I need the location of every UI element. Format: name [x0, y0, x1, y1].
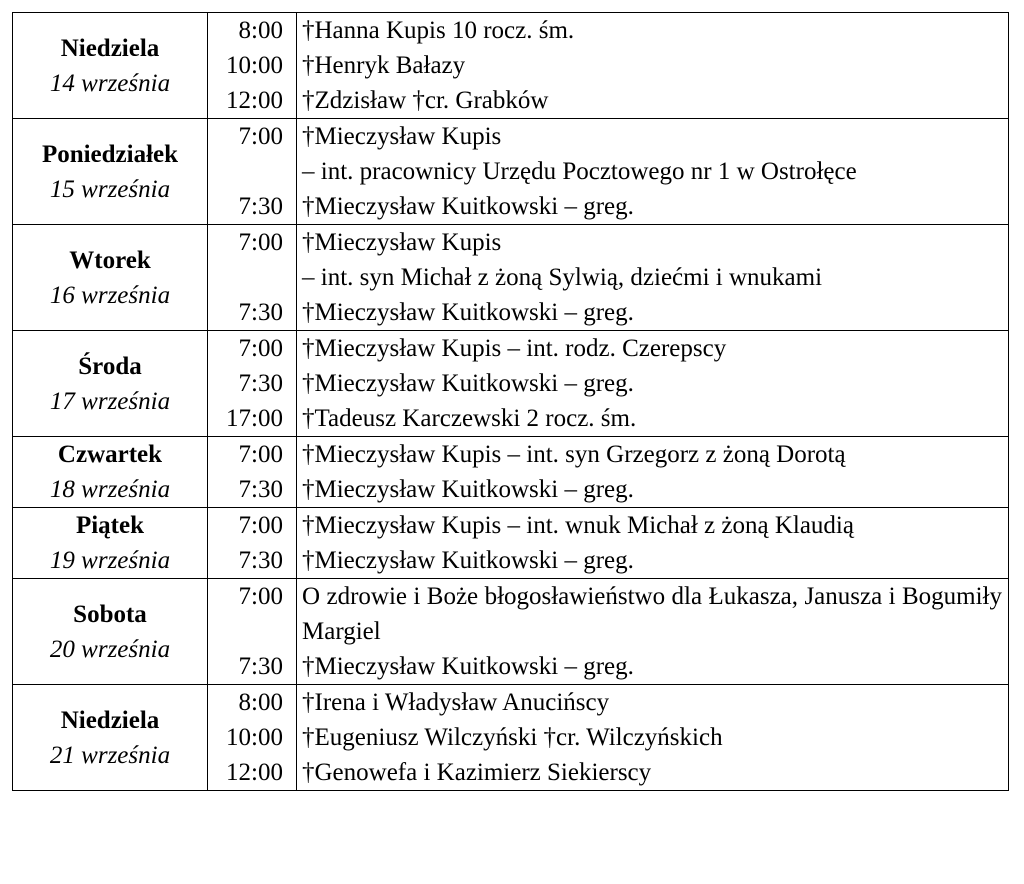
intention-text: †Henryk Bałazy — [302, 52, 466, 79]
mass-time: 7:00 — [238, 512, 283, 539]
mass-time: 7:00 — [238, 583, 283, 610]
mass-time: 7:00 — [238, 229, 283, 256]
day-cell — [13, 13, 208, 119]
mass-time-spacer — [208, 614, 283, 649]
day-date: 21 września — [49, 741, 171, 769]
day-name: Piątek — [75, 512, 145, 539]
day-date: 15 września — [49, 175, 171, 203]
mass-time: 8:00 — [238, 689, 283, 716]
day-row — [13, 579, 1009, 685]
day-date: 19 września — [49, 547, 171, 574]
intentions-cell — [297, 119, 1009, 225]
mass-time: 10:00 — [226, 724, 283, 751]
times-cell — [208, 13, 297, 119]
mass-time: 7:00 — [238, 441, 283, 468]
mass-time: 12:00 — [226, 759, 283, 786]
day-name: Niedziela — [60, 706, 160, 734]
mass-time: 7:30 — [238, 476, 283, 503]
day-row — [13, 13, 1009, 119]
day-cell — [13, 508, 208, 579]
intentions-cell — [297, 579, 1009, 685]
intention-text: †Hanna Kupis 10 rocz. śm. — [302, 17, 575, 44]
intention-text: †Eugeniusz Wilczyński †cr. Wilczyńskich — [302, 724, 723, 751]
intention-text: – int. syn Michał z żoną Sylwią, dziećmi i wnukami — [302, 264, 823, 291]
day-cell — [13, 225, 208, 331]
day-date: 14 września — [49, 69, 171, 97]
day-row — [13, 225, 1009, 331]
mass-intentions-table — [12, 12, 1009, 791]
day-date: 17 września — [49, 387, 171, 415]
intentions-cell — [297, 685, 1009, 791]
intention-text: †Tadeusz Karczewski 2 rocz. śm. — [302, 405, 637, 432]
intention-text: †Mieczysław Kuitkowski – greg. — [302, 476, 634, 503]
mass-time: 7:30 — [238, 299, 283, 326]
intention-text: †Mieczysław Kuitkowski – greg. — [302, 653, 634, 680]
intentions-cell — [297, 437, 1009, 508]
day-date: 20 września — [49, 635, 171, 663]
day-row — [13, 119, 1009, 225]
intention-text: †Mieczysław Kuitkowski – greg. — [302, 547, 634, 574]
day-name: Czwartek — [57, 441, 163, 468]
intention-text: †Mieczysław Kupis – int. syn Grzegorz z żoną Dorotą — [302, 441, 846, 468]
times-cell — [208, 225, 297, 331]
intention-text: †Mieczysław Kuitkowski – greg. — [302, 370, 634, 397]
times-cell — [208, 685, 297, 791]
day-date: 16 września — [49, 281, 171, 309]
day-cell — [13, 437, 208, 508]
intention-text: †Mieczysław Kuitkowski – greg. — [302, 193, 634, 220]
day-name: Środa — [78, 352, 142, 380]
day-cell — [13, 119, 208, 225]
intentions-cell — [297, 13, 1009, 119]
day-date: 18 września — [49, 476, 171, 503]
day-name: Poniedziałek — [41, 140, 179, 168]
day-row — [13, 508, 1009, 579]
mass-time-spacer — [208, 154, 283, 189]
day-row — [13, 331, 1009, 437]
intention-text: O zdrowie i Boże błogosławieństwo dla Łukasza, Janusza i Bogumiły Margiel — [302, 583, 1002, 645]
intention-text: †Mieczysław Kupis — [302, 229, 502, 256]
day-cell — [13, 685, 208, 791]
mass-time: 7:30 — [238, 193, 283, 220]
intentions-cell — [297, 508, 1009, 579]
mass-time: 10:00 — [226, 52, 283, 79]
day-name: Wtorek — [69, 246, 151, 274]
times-cell — [208, 437, 297, 508]
intention-text: †Zdzisław †cr. Grabków — [302, 87, 549, 114]
mass-time: 7:30 — [238, 547, 283, 574]
intention-text: – int. pracownicy Urzędu Pocztowego nr 1 w Ostrołęce — [302, 158, 857, 185]
intention-text: †Irena i Władysław Anucińscy — [302, 689, 610, 716]
day-cell — [13, 331, 208, 437]
mass-time: 7:00 — [238, 123, 283, 150]
times-cell — [208, 508, 297, 579]
intentions-cell — [297, 225, 1009, 331]
mass-time: 12:00 — [226, 87, 283, 114]
times-cell — [208, 579, 297, 685]
times-cell — [208, 119, 297, 225]
mass-time: 8:00 — [238, 17, 283, 44]
intention-text: †Mieczysław Kupis – int. wnuk Michał z żoną Klaudią — [302, 512, 854, 539]
mass-time: 17:00 — [226, 405, 283, 432]
mass-time: 7:30 — [238, 370, 283, 397]
day-cell — [13, 579, 208, 685]
mass-time: 7:30 — [238, 653, 283, 680]
mass-time-spacer — [208, 260, 283, 295]
mass-time: 7:00 — [238, 335, 283, 362]
intention-text: †Mieczysław Kuitkowski – greg. — [302, 299, 634, 326]
day-row — [13, 685, 1009, 791]
intention-text: †Mieczysław Kupis – int. rodz. Czerepscy — [302, 335, 727, 362]
day-name: Niedziela — [60, 34, 160, 62]
times-cell — [208, 331, 297, 437]
day-name: Sobota — [73, 600, 147, 628]
intentions-cell — [297, 331, 1009, 437]
intention-text: †Genowefa i Kazimierz Siekierscy — [302, 759, 652, 786]
day-row — [13, 437, 1009, 508]
intention-text: †Mieczysław Kupis — [302, 123, 502, 150]
